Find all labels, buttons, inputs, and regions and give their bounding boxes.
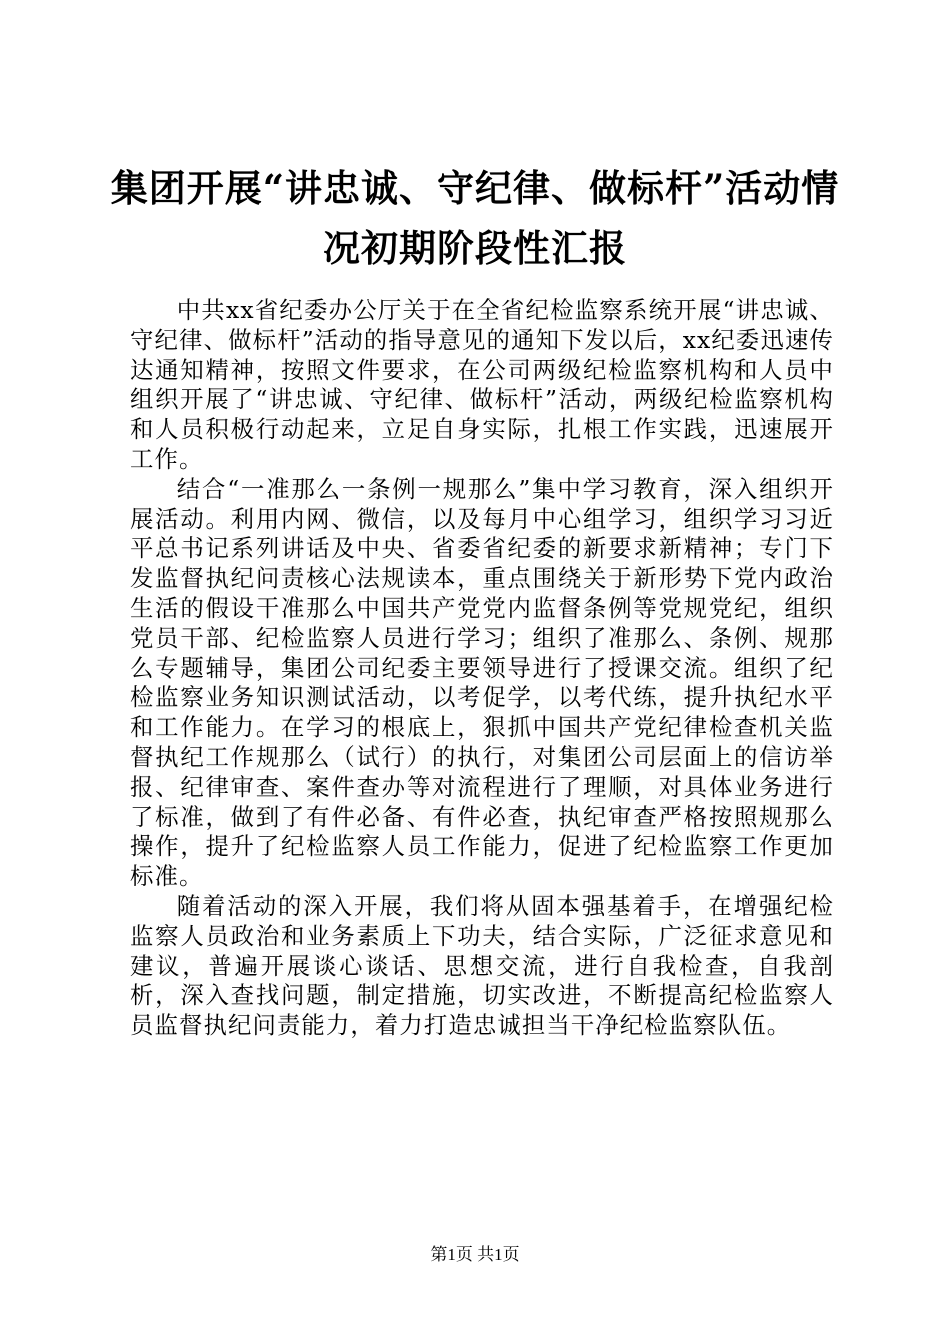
paragraph-1: 中共xx省纪委办公厅关于在全省纪检监察系统开展“讲忠诚、守纪律、做标杆”活动的指导意见的通知下发以后，xx纪委迅速传达通知精神，按照文件要求，在公司两级纪检监察机构和人员中组织开展了“讲忠诚、守纪律、做标杆”活动，两级纪检监察机构和人员积极行动起来，立足自身实际，扎根工作实践，迅速展开工作。 xyxy=(130,296,834,473)
paragraph-2: 结合“一准那么一条例一规那么”集中学习教育，深入组织开展活动。利用内网、微信，以及每月中心组学习，组织学习习近平总书记系列讲话及中央、省委省纪委的新要求新精神；专门下发监督执纪问责核心法规读本，重点围绕关于新形势下党内政治生活的假设干准那么中国共产党党内监督条例等党规党纪，组织党员干部、纪检监察人员进行学习；组织了准那么、条例、规那么专题辅导，集团公司纪委主要领导进行了授课交流。组织了纪检监察业务知识测试活动，以考促学，以考代练，提升执纪水平和工作能力。在学习的根底上，狠抓中国共产党纪律检查机关监督执纪工作规那么（试行）的执行，对集团公司层面上的信访举报、纪律审查、案件查办等对流程进行了理顺，对具体业务进行了标准，做到了有件必备、有件必查，执纪审查严格按照规那么操作，提升了纪检监察人员工作能力，促进了纪检监察工作更加标准。 xyxy=(130,474,834,891)
document-body xyxy=(130,296,834,1041)
title-line-2: 况初期阶段性汇报 xyxy=(323,226,627,270)
page-number: 第1页 共1页 xyxy=(430,1245,520,1264)
document-title xyxy=(110,158,840,278)
title-line-1: 集团开展“讲忠诚、守纪律、做标杆”活动情 xyxy=(110,166,840,210)
page-footer xyxy=(0,1244,950,1266)
paragraph-3: 随着活动的深入开展，我们将从固本强基着手，在增强纪检监察人员政治和业务素质上下功夫，结合实际，广泛征求意见和建议，普遍开展谈心谈话、思想交流，进行自我检查，自我剖析，深入查找问题，制定措施，切实改进，不断提高纪检监察人员监督执纪问责能力，着力打造忠诚担当干净纪检监察队伍。 xyxy=(130,891,834,1040)
